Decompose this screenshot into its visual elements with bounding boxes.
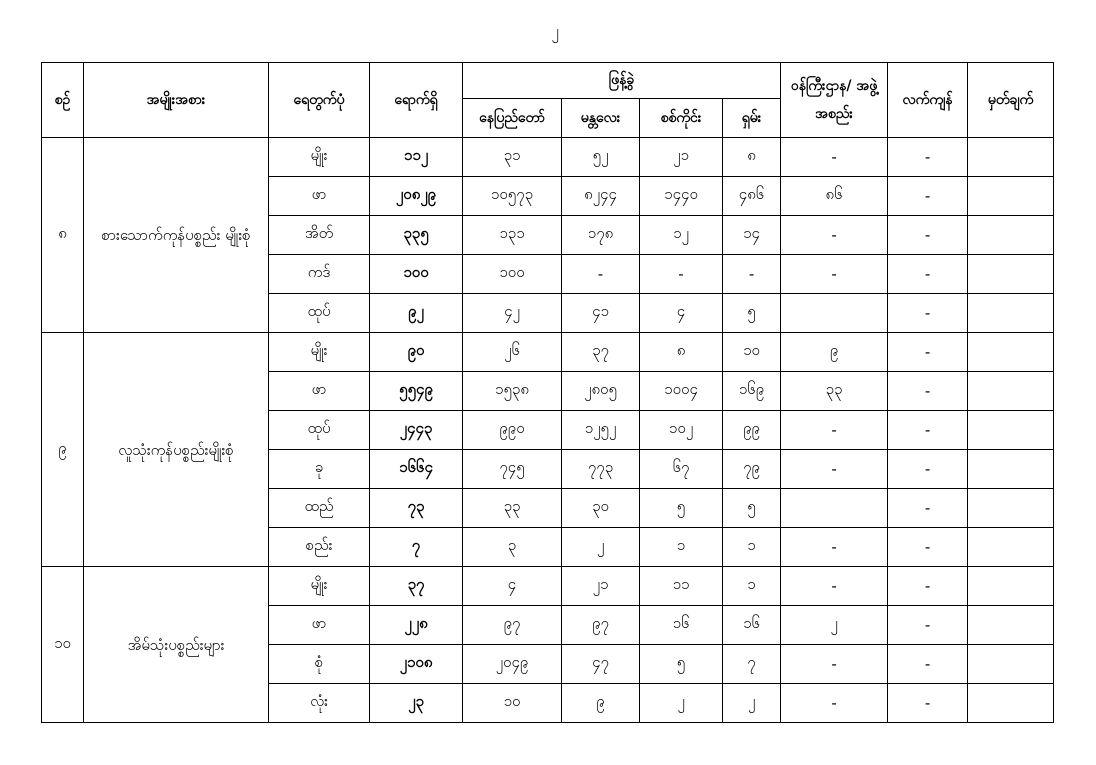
cell-mandalay: ၅၂ bbox=[562, 138, 640, 177]
header-received: ရောက်ရှိ bbox=[370, 63, 463, 138]
cell-sagaing: ၁၀၂ bbox=[640, 411, 723, 450]
cell-sagaing: ၅ bbox=[640, 645, 723, 684]
header-ministry: ဝန်ကြီးဌာန/ အဖွဲ့အစည်း bbox=[781, 63, 888, 138]
cell-naypyitaw: ၁၀ bbox=[463, 684, 562, 723]
cell-naypyitaw: ၁၀၅၇၃ bbox=[463, 177, 562, 216]
cell-remarks bbox=[968, 177, 1054, 216]
header-unit: ရေတွက်ပုံ bbox=[269, 63, 370, 138]
cell-remarks bbox=[968, 333, 1054, 372]
cell-sagaing: ၂ bbox=[640, 684, 723, 723]
cell-naypyitaw: ၃၃ bbox=[463, 489, 562, 528]
cell-mandalay: ၇၇၃ bbox=[562, 450, 640, 489]
cell-shan: ၁၀ bbox=[723, 333, 781, 372]
cell-mandalay: - bbox=[562, 255, 640, 294]
cell-mandalay: ၁၂၅၂ bbox=[562, 411, 640, 450]
cell-remaining: - bbox=[888, 684, 968, 723]
header-naypyitaw: နေပြည်တော် bbox=[463, 99, 562, 138]
header-distributed: ဖြန့်ခွဲ bbox=[463, 63, 781, 99]
cell-unit: ဖာ bbox=[269, 606, 370, 645]
group-number: ၁၀ bbox=[42, 567, 84, 723]
cell-naypyitaw: ၁၃၁ bbox=[463, 216, 562, 255]
cell-remarks bbox=[968, 411, 1054, 450]
header-no: စဉ် bbox=[42, 63, 84, 138]
cell-unit: စည်း bbox=[269, 528, 370, 567]
cell-shan: ၅ bbox=[723, 489, 781, 528]
cell-ministry: - bbox=[781, 411, 888, 450]
cell-remarks bbox=[968, 606, 1054, 645]
cell-sagaing: ၈ bbox=[640, 333, 723, 372]
cell-naypyitaw: ၉၉၀ bbox=[463, 411, 562, 450]
cell-total: ၅၅၄၉ bbox=[370, 372, 463, 411]
cell-unit: ခု bbox=[269, 450, 370, 489]
cell-shan: ၇၉ bbox=[723, 450, 781, 489]
cell-unit: ထုပ် bbox=[269, 294, 370, 333]
group-number: ၉ bbox=[42, 333, 84, 567]
cell-unit: ထည် bbox=[269, 489, 370, 528]
cell-remarks bbox=[968, 138, 1054, 177]
cell-sagaing: ၁၀၀၄ bbox=[640, 372, 723, 411]
cell-shan: ၄၈၆ bbox=[723, 177, 781, 216]
cell-ministry: ၉ bbox=[781, 333, 888, 372]
cell-shan: ၇ bbox=[723, 645, 781, 684]
cell-sagaing: ၆၇ bbox=[640, 450, 723, 489]
cell-sagaing: ၁၄၄၀ bbox=[640, 177, 723, 216]
cell-remaining: - bbox=[888, 411, 968, 450]
cell-total: ၂၂၈ bbox=[370, 606, 463, 645]
cell-shan: - bbox=[723, 255, 781, 294]
cell-remaining: - bbox=[888, 528, 968, 567]
cell-ministry: - bbox=[781, 645, 888, 684]
cell-naypyitaw: ၃ bbox=[463, 528, 562, 567]
cell-shan: ၉၉ bbox=[723, 411, 781, 450]
header-sagaing: စစ်ကိုင်း bbox=[640, 99, 723, 138]
cell-mandalay: ၂၁ bbox=[562, 567, 640, 606]
table-row bbox=[42, 333, 1054, 372]
cell-ministry: - bbox=[781, 138, 888, 177]
cell-remarks bbox=[968, 450, 1054, 489]
cell-mandalay: ၂၈၀၅ bbox=[562, 372, 640, 411]
group-number: ၈ bbox=[42, 138, 84, 333]
cell-naypyitaw: ၂၀၄၉ bbox=[463, 645, 562, 684]
header-remarks: မှတ်ချက် bbox=[968, 63, 1054, 138]
cell-remaining: - bbox=[888, 138, 968, 177]
cell-shan: ၁၆၉ bbox=[723, 372, 781, 411]
cell-ministry: ၃၃ bbox=[781, 372, 888, 411]
cell-ministry: - bbox=[781, 528, 888, 567]
cell-ministry: - bbox=[781, 684, 888, 723]
cell-remarks bbox=[968, 294, 1054, 333]
cell-remaining: - bbox=[888, 567, 968, 606]
cell-shan: ၈ bbox=[723, 138, 781, 177]
cell-remaining: - bbox=[888, 645, 968, 684]
cell-shan: ၂ bbox=[723, 684, 781, 723]
cell-naypyitaw: ၄၂ bbox=[463, 294, 562, 333]
cell-unit: ဖာ bbox=[269, 177, 370, 216]
cell-sagaing: - bbox=[640, 255, 723, 294]
cell-ministry: ၂ bbox=[781, 606, 888, 645]
cell-sagaing: ၁၁ bbox=[640, 567, 723, 606]
cell-total: ၇၃ bbox=[370, 489, 463, 528]
table-body bbox=[42, 138, 1054, 723]
cell-remaining: - bbox=[888, 489, 968, 528]
cell-shan: ၁၄ bbox=[723, 216, 781, 255]
header-mandalay: မန္တလေး bbox=[562, 99, 640, 138]
cell-total: ၃၇ bbox=[370, 567, 463, 606]
cell-ministry: ၈၆ bbox=[781, 177, 888, 216]
cell-remarks bbox=[968, 645, 1054, 684]
cell-mandalay: ၉၇ bbox=[562, 606, 640, 645]
cell-unit: ကဒ် bbox=[269, 255, 370, 294]
cell-sagaing: ၄ bbox=[640, 294, 723, 333]
cell-sagaing: ၂၁ bbox=[640, 138, 723, 177]
cell-total: ၂၄၄၃ bbox=[370, 411, 463, 450]
cell-remarks bbox=[968, 528, 1054, 567]
cell-mandalay: ၁၇၈ bbox=[562, 216, 640, 255]
cell-remaining: - bbox=[888, 177, 968, 216]
cell-ministry: - bbox=[781, 450, 888, 489]
cell-total: ၇ bbox=[370, 528, 463, 567]
cell-unit: ဖာ bbox=[269, 372, 370, 411]
cell-remaining: - bbox=[888, 450, 968, 489]
cell-shan: ၁ bbox=[723, 567, 781, 606]
group-type: အိမ်သုံးပစ္စည်းများ bbox=[84, 567, 269, 723]
cell-total: ၁၆၆၄ bbox=[370, 450, 463, 489]
cell-ministry: - bbox=[781, 567, 888, 606]
cell-remarks bbox=[968, 567, 1054, 606]
cell-remaining: - bbox=[888, 606, 968, 645]
cell-ministry: - bbox=[781, 216, 888, 255]
cell-naypyitaw: ၁၀၀ bbox=[463, 255, 562, 294]
cell-naypyitaw: ၂၆ bbox=[463, 333, 562, 372]
table-row bbox=[42, 138, 1054, 177]
header-shan: ရှမ်း bbox=[723, 99, 781, 138]
cell-unit: မျိုး bbox=[269, 567, 370, 606]
cell-naypyitaw: ၄ bbox=[463, 567, 562, 606]
cell-remarks bbox=[968, 216, 1054, 255]
group-type: စားသောက်ကုန်ပစ္စည်း မျိုးစုံ bbox=[84, 138, 269, 333]
cell-ministry bbox=[781, 294, 888, 333]
cell-shan: ၁ bbox=[723, 528, 781, 567]
cell-naypyitaw: ၃၁ bbox=[463, 138, 562, 177]
group-type: လူသုံးကုန်ပစ္စည်းမျိုးစုံ bbox=[84, 333, 269, 567]
cell-mandalay: ၂ bbox=[562, 528, 640, 567]
cell-mandalay: ၈၂၄၄ bbox=[562, 177, 640, 216]
cell-ministry bbox=[781, 489, 888, 528]
cell-total: ၉၂ bbox=[370, 294, 463, 333]
header-type: အမျိုးအစား bbox=[84, 63, 269, 138]
cell-total: ၁၁၂ bbox=[370, 138, 463, 177]
cell-remaining: - bbox=[888, 216, 968, 255]
cell-unit: မျိုး bbox=[269, 138, 370, 177]
cell-remaining: - bbox=[888, 294, 968, 333]
cell-unit: အိတ် bbox=[269, 216, 370, 255]
cell-mandalay: ၄၁ bbox=[562, 294, 640, 333]
cell-unit: ထုပ် bbox=[269, 411, 370, 450]
cell-remaining: - bbox=[888, 333, 968, 372]
distribution-table bbox=[41, 62, 1054, 723]
cell-total: ၂၀၈၂၉ bbox=[370, 177, 463, 216]
cell-mandalay: ၃၀ bbox=[562, 489, 640, 528]
cell-remaining: - bbox=[888, 255, 968, 294]
cell-remarks bbox=[968, 489, 1054, 528]
cell-unit: မျိုး bbox=[269, 333, 370, 372]
cell-unit: လုံး bbox=[269, 684, 370, 723]
cell-mandalay: ၄၇ bbox=[562, 645, 640, 684]
cell-remarks bbox=[968, 255, 1054, 294]
cell-mandalay: ၃၇ bbox=[562, 333, 640, 372]
cell-total: ၃၃၅ bbox=[370, 216, 463, 255]
cell-naypyitaw: ၇၄၅ bbox=[463, 450, 562, 489]
cell-shan: ၁၆ bbox=[723, 606, 781, 645]
cell-sagaing: ၁၂ bbox=[640, 216, 723, 255]
cell-shan: ၅ bbox=[723, 294, 781, 333]
cell-mandalay: ၉ bbox=[562, 684, 640, 723]
page-number: ၂ bbox=[551, 22, 559, 40]
cell-naypyitaw: ၁၅၃၈ bbox=[463, 372, 562, 411]
cell-sagaing: ၁၆ bbox=[640, 606, 723, 645]
cell-remaining: - bbox=[888, 372, 968, 411]
cell-total: ၂၃ bbox=[370, 684, 463, 723]
cell-unit: စုံ bbox=[269, 645, 370, 684]
cell-total: ၂၁၀၈ bbox=[370, 645, 463, 684]
cell-sagaing: ၁ bbox=[640, 528, 723, 567]
cell-remarks bbox=[968, 372, 1054, 411]
cell-total: ၉၀ bbox=[370, 333, 463, 372]
header-remaining: လက်ကျန် bbox=[888, 63, 968, 138]
table-row bbox=[42, 567, 1054, 606]
cell-remarks bbox=[968, 684, 1054, 723]
cell-ministry: - bbox=[781, 255, 888, 294]
cell-sagaing: ၅ bbox=[640, 489, 723, 528]
cell-total: ၁၀၀ bbox=[370, 255, 463, 294]
cell-naypyitaw: ၉၇ bbox=[463, 606, 562, 645]
